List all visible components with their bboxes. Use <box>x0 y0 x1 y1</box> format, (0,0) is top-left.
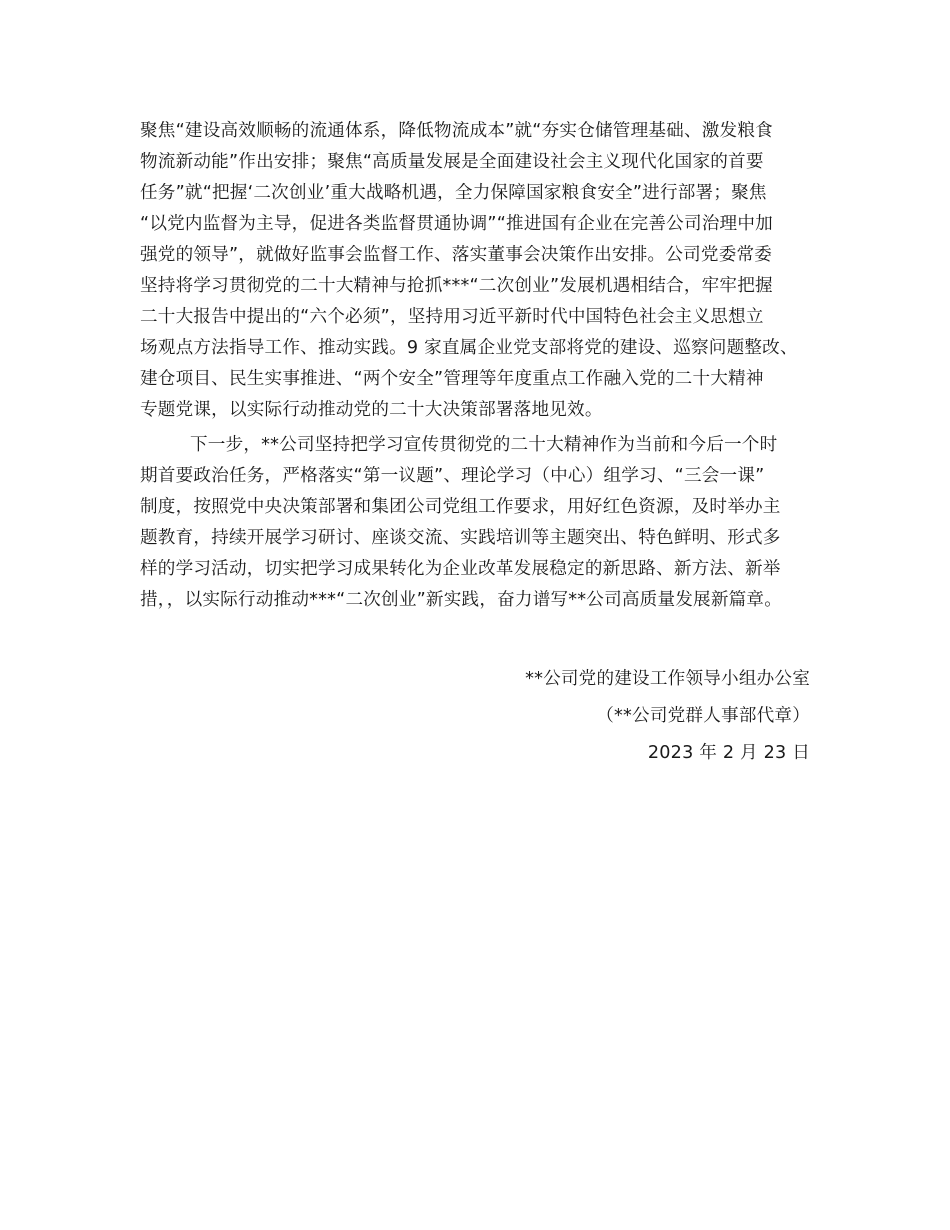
text-line: 任务”就“把握‘二次创业’重大战略机遇，全力保障国家粮食安全”进行部署；聚焦 <box>140 183 767 203</box>
text-line: 物流新动能”作出安排；聚焦“高质量发展是全面建设社会主义现代化国家的首要 <box>140 152 764 172</box>
text-line: 场观点方法指导工作、推动实践。9 家直属企业党支部将党的建设、巡察问题整改、 <box>140 338 798 358</box>
signature-office: **公司党的建设工作领导小组办公室 <box>525 669 810 689</box>
text-line: 期首要政治任务，严格落实“第一议题”、理论学习（中心）组学习、“三会一课” <box>140 466 765 486</box>
text-line: 建仓项目、民生实事推进、“两个安全”管理等年度重点工作融入党的二十大精神 <box>140 369 764 389</box>
text-line: 题教育，持续开展学习研讨、座谈交流、实践培训等主题突出、特色鲜明、形式多 <box>140 528 781 548</box>
signature-date: 2023 年 2 月 23 日 <box>647 743 810 763</box>
document-body <box>140 116 820 616</box>
text-line: 坚持将学习贯彻党的二十大精神与抢抓***“二次创业”发展机遇相结合，牢牢把握 <box>140 276 773 296</box>
paragraph-2 <box>140 430 820 616</box>
text-line: 二十大报告中提出的“六个必须”，坚持用习近平新时代中国特色社会主义思想立 <box>140 307 764 327</box>
text-line: 制度，按照党中央决策部署和集团公司党组工作要求，用好红色资源，及时举办主 <box>140 497 781 517</box>
text-line: 下一步，**公司坚持把学习宣传贯彻党的二十大精神作为当前和今后一个时 <box>190 435 778 455</box>
text-line: “以党内监督为主导，促进各类监督贯通协调”“推进国有企业在完善公司治理中加 <box>140 214 773 234</box>
signature-seal-note: （**公司党群人事部代章） <box>596 706 810 726</box>
paragraph-1 <box>140 116 820 426</box>
text-line: 强党的领导”，就做好监事会监督工作、落实董事会决策作出安排。公司党委常委 <box>140 245 773 265</box>
signature-block <box>525 661 810 772</box>
text-line: 措，，以实际行动推动***“二次创业”新实践，奋力谱写**公司高质量发展新篇章。 <box>140 590 783 610</box>
text-line: 样的学习活动，切实把学习成果转化为企业改革发展稳定的新思路、新方法、新举 <box>140 559 781 579</box>
text-line: 聚焦“建设高效顺畅的流通体系，降低物流成本”就“夯实仓储管理基础、激发粮食 <box>140 121 773 141</box>
text-line: 专题党课，以实际行动推动党的二十大决策部署落地见效。 <box>140 400 603 420</box>
